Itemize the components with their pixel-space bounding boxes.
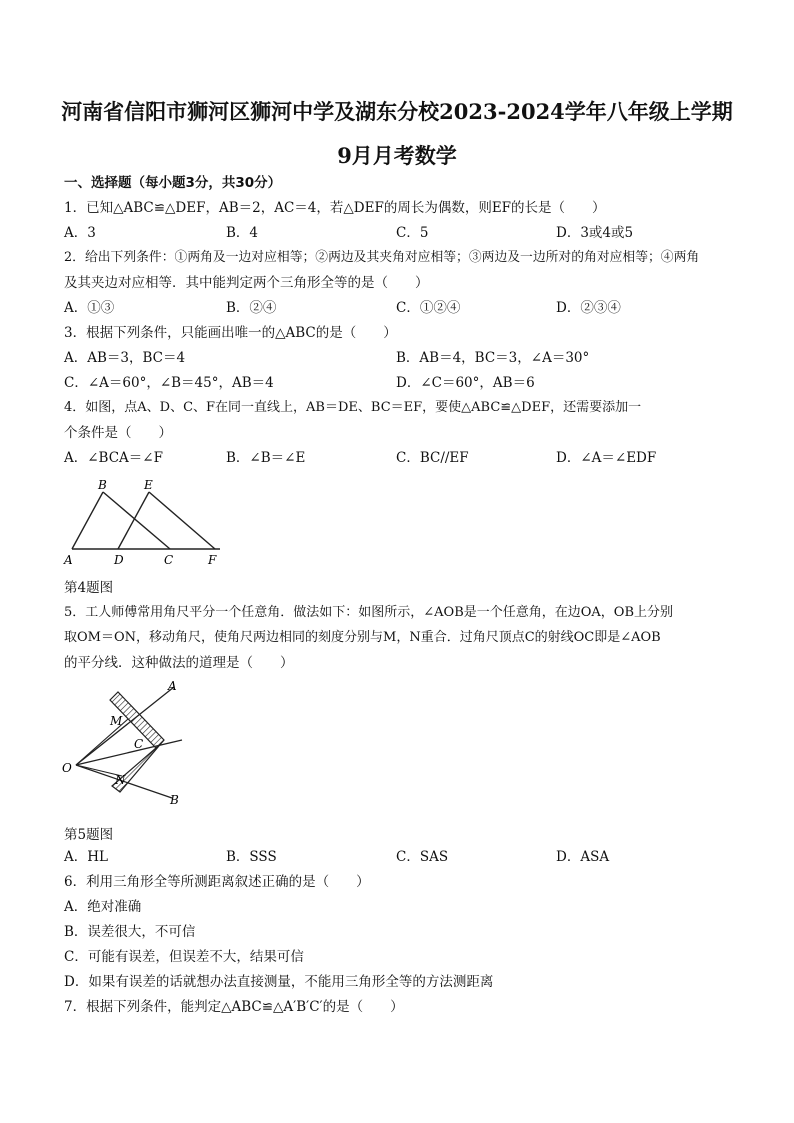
q5-label-a: A xyxy=(168,680,177,693)
q4-opt-a: A．∠BCA＝∠F xyxy=(64,450,163,466)
q2-opt-a: A．①③ xyxy=(64,300,115,316)
q2-stem-2: 及其夹边对应相等．其中能判定两个三角形全等的是（ ） xyxy=(64,275,429,291)
q1-opt-b: B．4 xyxy=(226,225,259,241)
q2-opt-d: D．②③④ xyxy=(556,300,621,316)
q5-figure xyxy=(60,680,200,810)
q3-stem: 3．根据下列条件，只能画出唯一的△ABC的是（ ） xyxy=(64,325,397,341)
q4-opt-c: C．BC//EF xyxy=(396,450,469,466)
q5-label-b: B xyxy=(170,793,179,807)
q4-caption: 第4题图 xyxy=(64,580,114,596)
q4-opt-d: D．∠A＝∠EDF xyxy=(556,450,657,466)
q5-opt-a: A．HL xyxy=(64,849,108,865)
q5-caption: 第5题图 xyxy=(64,827,114,843)
q4-label-a: A xyxy=(64,553,73,567)
q6-stem: 6．利用三角形全等所测距离叙述正确的是（ ） xyxy=(64,874,370,890)
q1-opt-a: A．3 xyxy=(64,225,96,241)
section-heading: 一、选择题（每小题3分，共30分） xyxy=(64,175,282,191)
q3-opt-c: C．∠A＝60°，∠B＝45°，AB＝4 xyxy=(64,375,274,391)
q4-label-c: C xyxy=(164,553,174,567)
q4-opt-b: B．∠B＝∠E xyxy=(226,450,306,466)
q5-opt-d: D．ASA xyxy=(556,849,610,865)
q1-stem: 1．已知△ABC≌△DEF，AB＝2，AC＝4，若△DEF的周长为偶数，则EF的长是（ ） xyxy=(64,200,606,216)
q3-opt-d: D．∠C＝60°，AB＝6 xyxy=(396,375,535,391)
q6-opt-a: A．绝对准确 xyxy=(64,899,142,915)
q5-label-o: O xyxy=(62,761,72,775)
q6-opt-b: B．误差很大，不可信 xyxy=(64,924,196,940)
q1-opt-c: C．5 xyxy=(396,225,429,241)
q3-opt-b: B．AB＝4，BC＝3，∠A＝30° xyxy=(396,350,590,366)
q2-stem-1: 2．给出下列条件：①两角及一边对应相等；②两边及其夹角对应相等；③两边及一边所对的角对应相等；④两角 xyxy=(64,250,700,265)
q3-opt-a: A．AB＝3，BC＝4 xyxy=(64,350,186,366)
q6-opt-c: C．可能有误差，但误差不大，结果可信 xyxy=(64,949,304,965)
q4-label-e: E xyxy=(144,478,153,492)
q5-stem-3: 的平分线．这种做法的道理是（ ） xyxy=(64,655,294,671)
q7-stem: 7．根据下列条件，能判定△ABC≌△A′B′C′的是（ ） xyxy=(64,999,404,1015)
q5-stem-2: 取OM＝ON，移动角尺，使角尺两边相同的刻度分别与M，N重合．过角尺顶点C的射线OC即是∠AOB xyxy=(64,630,661,645)
q4-stem-2: 个条件是（ ） xyxy=(64,425,172,441)
q5-opt-b: B．SSS xyxy=(226,849,277,865)
q5-stem-1: 5．工人师傅常用角尺平分一个任意角．做法如下：如图所示，∠AOB是一个任意角，在边OA，OB上分别 xyxy=(64,605,674,620)
q5-opt-c: C．SAS xyxy=(396,849,449,865)
q4-stem-1: 4．如图，点A、D、C、F在同一直线上，AB＝DE、BC＝EF，要使△ABC≌△DEF，还需要添加一 xyxy=(64,400,642,415)
q2-opt-b: B．②④ xyxy=(226,300,277,316)
q6-opt-d: D．如果有误差的话就想办法直接测量，不能用三角形全等的方法测距离 xyxy=(64,974,494,990)
q5-label-c: C xyxy=(134,737,144,751)
q4-label-b: B xyxy=(98,478,107,492)
q4-label-d: D xyxy=(114,553,124,567)
doc-title-line1: 河南省信阳市狮河区狮河中学及湖东分校2023-2024学年八年级上学期 xyxy=(61,99,733,124)
q5-label-n: N xyxy=(115,773,126,787)
q5-label-m: M xyxy=(110,714,123,728)
q2-opt-c: C．①②④ xyxy=(396,300,461,316)
q4-figure xyxy=(60,478,230,570)
q4-label-f: F xyxy=(208,553,217,567)
q1-opt-d: D．3或4或5 xyxy=(556,225,634,241)
doc-title-line2: 9月月考数学 xyxy=(337,143,457,168)
